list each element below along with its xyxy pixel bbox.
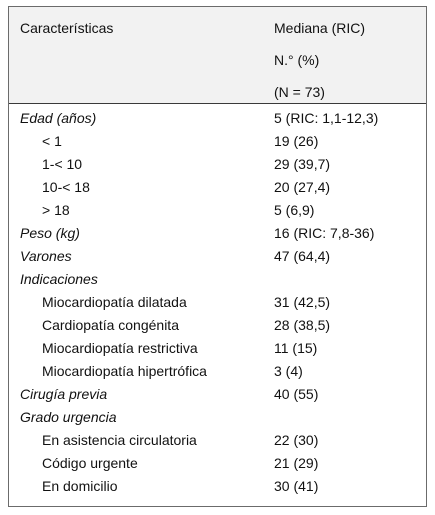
- row-value: 19 (26): [274, 133, 319, 149]
- row-value: 3 (4): [274, 363, 303, 379]
- row-label: Grado urgencia: [20, 409, 117, 425]
- table-row: [9, 199, 426, 222]
- row-value: 31 (42,5): [274, 294, 331, 310]
- table-row: [9, 383, 426, 406]
- row-label: 1-< 10: [42, 156, 83, 172]
- table-row: [9, 429, 426, 452]
- row-label: Miocardiopatía dilatada: [42, 294, 187, 310]
- header-sample-size: (N = 73): [274, 84, 325, 100]
- row-value: 11 (15): [274, 340, 318, 356]
- row-label: Indicaciones: [20, 271, 98, 287]
- characteristics-table: [8, 6, 427, 507]
- row-label: Miocardiopatía hipertrófica: [42, 363, 207, 379]
- table-row: [9, 406, 426, 429]
- table-row: [9, 245, 426, 268]
- table-row: [9, 452, 426, 475]
- row-value: 5 (6,9): [274, 202, 315, 218]
- header-median-iqr: Mediana (RIC): [274, 20, 366, 36]
- table-row: [9, 360, 426, 383]
- row-label: En asistencia circulatoria: [42, 432, 197, 448]
- header-count-percent: N.° (%): [274, 52, 320, 68]
- row-label: Cardiopatía congénita: [42, 317, 179, 333]
- row-value: 20 (27,4): [274, 179, 331, 195]
- table-body: [9, 107, 426, 498]
- table-row: [9, 176, 426, 199]
- header-characteristics: Características: [20, 20, 114, 36]
- row-label: > 18: [42, 202, 70, 218]
- table-row: [9, 268, 426, 291]
- row-label: En domicilio: [42, 478, 118, 494]
- table-row: [9, 291, 426, 314]
- table-row: [9, 222, 426, 245]
- table-row: [9, 475, 426, 498]
- row-label: < 1: [42, 133, 62, 149]
- row-value: 29 (39,7): [274, 156, 331, 172]
- row-label: Cirugía previa: [20, 386, 108, 402]
- table-row: [9, 314, 426, 337]
- table-row: [9, 337, 426, 360]
- table-row: [9, 153, 426, 176]
- row-label: 10-< 18: [42, 179, 90, 195]
- row-label: Peso (kg): [20, 225, 80, 241]
- row-value: 22 (30): [274, 432, 319, 448]
- row-value: 30 (41): [274, 478, 319, 494]
- row-label: Edad (años): [20, 110, 97, 126]
- row-label: Miocardiopatía restrictiva: [42, 340, 198, 356]
- table-row: [9, 107, 426, 130]
- row-value: 47 (64,4): [274, 248, 331, 264]
- row-value: 40 (55): [274, 386, 319, 402]
- row-value: 21 (29): [274, 455, 319, 471]
- row-label: Código urgente: [42, 455, 138, 471]
- row-value: 28 (38,5): [274, 317, 331, 333]
- table-header: [9, 7, 426, 104]
- table-row: [9, 130, 426, 153]
- row-value: 16 (RIC: 7,8-36): [274, 225, 375, 241]
- row-label: Varones: [20, 248, 72, 264]
- row-value: 5 (RIC: 1,1-12,3): [274, 110, 379, 126]
